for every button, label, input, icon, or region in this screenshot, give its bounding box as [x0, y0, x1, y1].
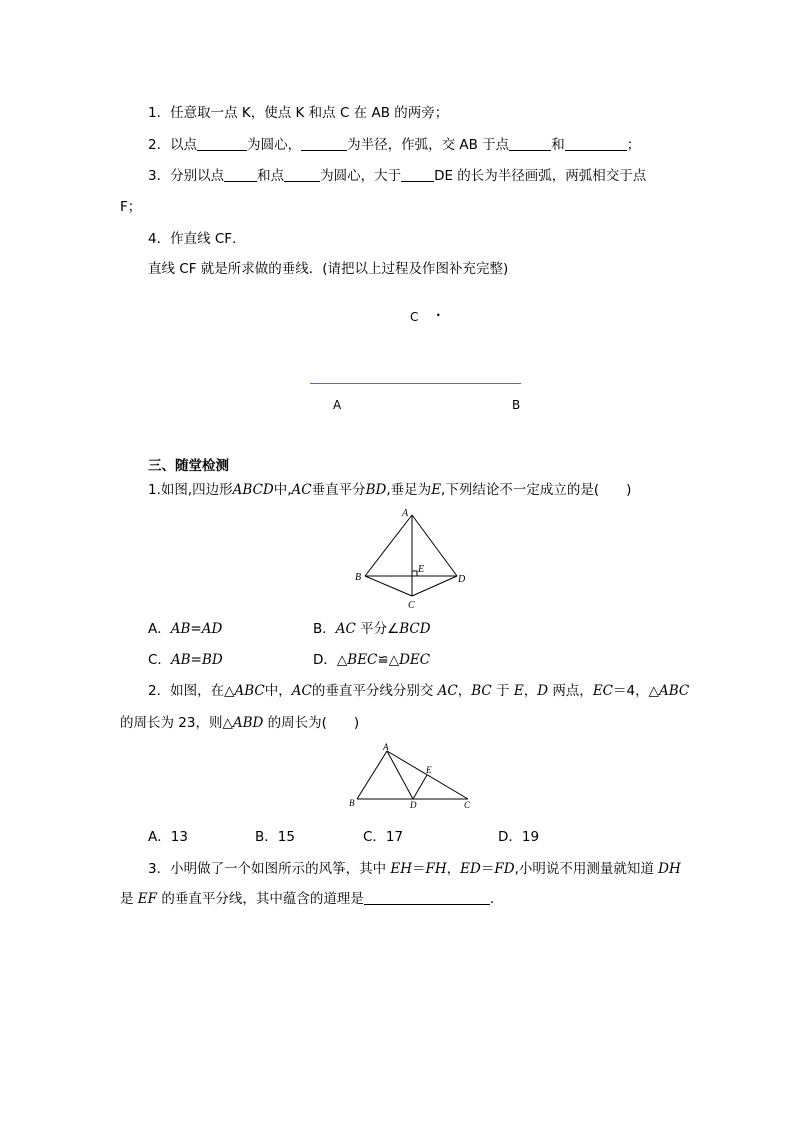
step-5-instruction: 直线 CF 就是所求做的垂线．(请把以上过程及作图补充完整) [148, 261, 509, 277]
question-1-stem: 1.如图,四边形ABCD中,AC垂直平分BD,垂足为E,下列结论不一定成立的是( ) [148, 482, 632, 498]
right-angle-mark [412, 571, 417, 576]
label-a: A [383, 742, 389, 752]
answer-blank[interactable] [509, 136, 551, 151]
line-ab [310, 383, 521, 384]
q1-figure-quadrilateral [350, 505, 470, 613]
q1-option-c[interactable]: C．AB=BD [148, 652, 223, 668]
answer-blank[interactable] [364, 890, 490, 905]
label-e: E [426, 765, 432, 775]
q1-option-a[interactable]: A．AB=AD [148, 621, 223, 637]
answer-blank[interactable] [197, 136, 247, 151]
question-3-stem-cont: 是 EF 的垂直平分线，其中蕴含的道理是 ． [120, 891, 504, 907]
question-3-stem: 3．小明做了一个如图所示的风筝，其中 EH＝FH，ED＝FD,小明说不用测量就知道 DH [148, 861, 681, 877]
question-2-stem: 2．如图，在△ABC中，AC的垂直平分线分别交 AC，BC 于 E，D 两点，EC＝4，△ABC [148, 683, 690, 699]
point-c-label: C [410, 310, 419, 324]
answer-blank[interactable] [401, 167, 434, 182]
label-e: E [418, 564, 425, 575]
step-4: 4．作直线 CF． [148, 231, 246, 247]
step-1: 1．任意取一点 K，使点 K 和点 C 在 AB 的两旁； [148, 105, 449, 121]
label-b: B [349, 798, 355, 808]
answer-blank[interactable] [301, 136, 347, 151]
q1-option-d[interactable]: D．△BEC≌△DEC [313, 652, 431, 668]
q2-option-d[interactable]: D．19 [498, 829, 540, 845]
segment-ab [365, 515, 412, 576]
answer-blank[interactable] [284, 167, 320, 182]
q2-figure-triangle [345, 742, 475, 810]
q1-option-b[interactable]: B．AC 平分∠BCD [313, 621, 431, 637]
point-b-label: B [512, 398, 521, 412]
q2-option-c[interactable]: C．17 [363, 829, 404, 845]
point-c-dot: · [436, 308, 441, 322]
step-3: 3．分别以点 和点 为圆心，大于 DE 的长为半径画弧，两弧相交于点 [148, 168, 647, 184]
label-b: B [355, 572, 362, 583]
q2-option-b[interactable]: B．15 [255, 829, 295, 845]
label-d: D [458, 574, 466, 585]
segment-bc [365, 576, 412, 596]
step-2: 2．以点 为圆心， 为半径，作弧，交 AB 于点 和 ； [148, 137, 641, 153]
question-2-stem-cont: 的周长为 23，则△ABD 的周长为( ) [120, 715, 360, 731]
label-c: C [464, 800, 471, 810]
label-c: C [408, 600, 415, 611]
label-d: D [410, 800, 417, 810]
segment-ab [357, 751, 387, 799]
step-3-cont: F； [120, 199, 142, 215]
section-title: 三、随堂检测 [148, 458, 229, 474]
label-a: A [402, 508, 409, 519]
segment-dc [412, 576, 457, 596]
segment-de [413, 775, 427, 799]
q2-option-a[interactable]: A．13 [148, 829, 188, 845]
answer-blank[interactable] [565, 136, 627, 151]
answer-blank[interactable] [224, 167, 257, 182]
point-a-label: A [333, 398, 342, 412]
segment-ac [387, 751, 468, 799]
